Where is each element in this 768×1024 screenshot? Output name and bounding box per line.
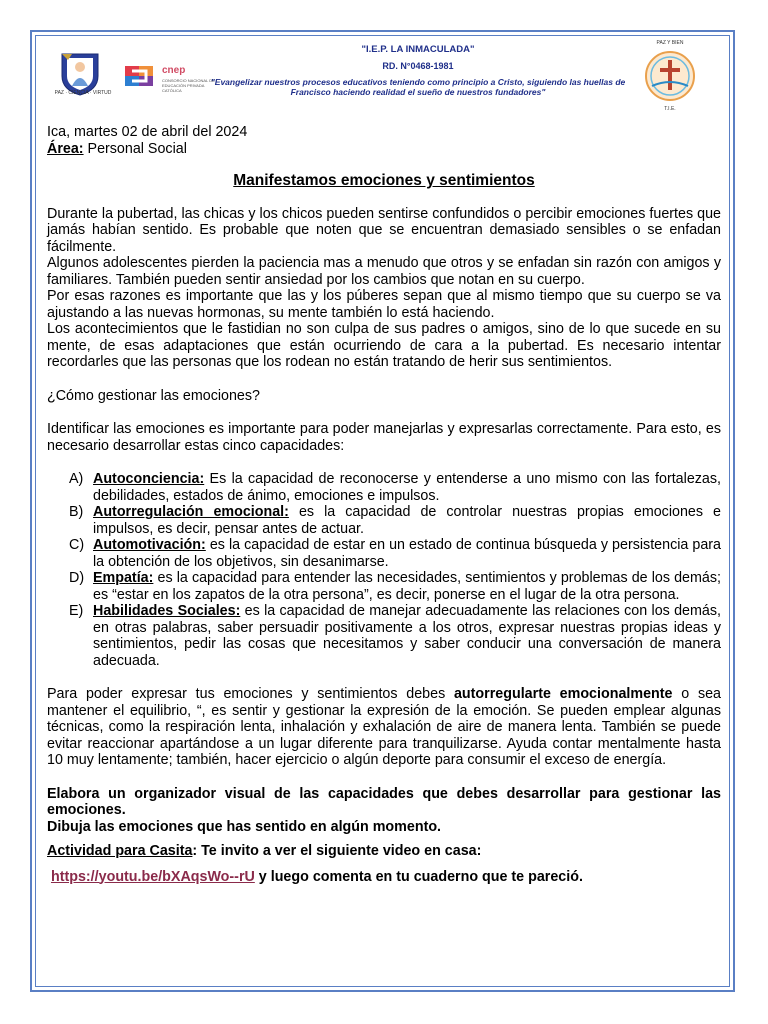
capacity-term: Autorregulación emocional:	[93, 504, 289, 520]
capacity-term: Automotivación:	[93, 537, 206, 553]
list-item: D) Empatía: es la capacidad para entender las necesidades, sentimientos y problemas de los demás; es “estar en los zapatos de la otra persona”, es decir, ponerse en el lugar de la otra persona.	[69, 570, 721, 603]
school-name: "I.E.P. LA INMACULADA"	[361, 44, 475, 55]
document-title: Manifestamos emociones y sentimientos	[233, 172, 535, 189]
header-text-block	[198, 44, 638, 97]
task-2: Dibuja las emociones que has sentido en algún momento.	[47, 818, 442, 835]
activity-label: Actividad para Casita	[47, 843, 193, 859]
date-line: Ica, martes 02 de abril del 2024	[47, 124, 248, 140]
document-body	[47, 124, 721, 885]
capacity-term: Empatía:	[93, 570, 154, 586]
list-item: A) Autoconciencia: Es la capacidad de reconocerse y entenderse a uno mismo con las fortalezas, debilidades, estados de ánimo, emociones e impulsos.	[69, 471, 721, 504]
closing-paragraph: Para poder expresar tus emociones y sentimientos debes autorregularte emocionalmente o sea mantener el equilibrio, “, es sentir y gestionar la expresión de la emoción. Se pueden emplear algunas técnicas, como la respiración lenta, inhalación y exhalación de aire de manera lenta. También se puede evitar reaccionar apartándose a un lugar diferente para tranquilizarse. Ayuda contar mentalmente hasta 10 muy lentamente; también, hacer ejercicio o algún deporte para consumir el exceso de energía.	[47, 686, 721, 768]
cnep-logo-text: cnep	[162, 65, 186, 76]
capacities-list	[47, 471, 721, 669]
area-value: Personal Social	[83, 140, 187, 157]
video-line: https://youtu.be/bXAqsWo--rU y luego comenta en tu cuaderno que te pareció.	[50, 868, 583, 885]
area-label: Área:	[47, 140, 84, 157]
crest-caption: PAZ · CIENCIA · VIRTUD	[54, 90, 112, 96]
paragraph-3: Por esas razones es importante que las y los púberes sepan que al mismo tiempo que su cuerpo se va ajustando a las nuevas hormonas, su mente también lo está haciendo.	[47, 288, 721, 321]
seal-bottom-text: T.I.E.	[664, 106, 676, 112]
capacity-term: Autoconciencia:	[93, 471, 205, 487]
list-item: C) Automotivación: es la capacidad de estar en un estado de continua búsqueda y persistencia para la obtención de los objetivos, sin desanimarse.	[69, 537, 721, 570]
franciscan-seal-logo	[638, 42, 702, 106]
paragraph-2: Algunos adolescentes pierden la paciencia mas a menudo que otros y se enfadan sin razón con amigos y familiares. También pueden sentir ansiedad por los cambios que notan en su cuerpo.	[47, 255, 721, 288]
document-header	[48, 40, 718, 110]
video-link[interactable]: https://youtu.be/bXAqsWo--rU	[50, 868, 255, 885]
paragraph-4: Los acontecimientos que le fastidian no son culpa de sus padres o amigos, sino de lo que sucede en su mente, de esas adaptaciones que están ocurriendo de cara a la pubertad. Es necesario intentar recordarles que las personas que los rodean no están tratando de herir sus sentimientos.	[47, 321, 721, 370]
capacity-term: Habilidades Sociales:	[93, 603, 241, 619]
resolution-number: RD. N°0468-1981	[382, 61, 454, 71]
activity-line: Actividad para Casita: Te invito a ver el siguiente video en casa:	[47, 843, 482, 859]
cnep-subtitle: CONSORCIO NACIONAL DE EDUCACIÓN PRIVADA CATÓLICA	[162, 78, 215, 93]
closing-emphasis: autorregularte emocionalmente	[453, 686, 673, 702]
seal-top-text: PAZ Y BIEN	[656, 40, 684, 46]
school-motto: "Evangelizar nuestros procesos educativos teniendo como principio a Cristo, siguiendo las huellas de Francisco haciendo realidad el sueño de nuestros fundadores"	[210, 77, 626, 97]
section-question: ¿Cómo gestionar las emociones?	[47, 387, 260, 404]
list-item: E) Habilidades Sociales: es la capacidad de manejar adecuadamente las relaciones con los demás, en otras palabras, saber persuadir positivamente a los otros, expresar nuestras propias ideas y sentimientos, pedir las cosas que necesitamos y saber conducir una conversación de manera adecuada.	[69, 603, 721, 669]
list-item: B) Autorregulación emocional: es la capacidad de controlar nuestras propias emociones e impulsos, es decir, pensar antes de actuar.	[69, 504, 721, 537]
area-line	[47, 141, 721, 158]
capacities-intro: Identificar las emociones es importante para poder manejarlas y expresarlas correctamente. Para esto, es necesario desarrollar estas cinco capacidades:	[47, 421, 721, 454]
task-1: Elabora un organizador visual de las capacidades que debes desarrollar para gestionar las emociones.	[47, 785, 721, 818]
paragraph-1: Durante la pubertad, las chicas y los chicos pueden sentirse confundidos o percibir emociones fuertes que jamás habían sentido. Es probable que noten que se encuentran demasiado sensibles o se enfadan fácilmente.	[47, 205, 721, 255]
